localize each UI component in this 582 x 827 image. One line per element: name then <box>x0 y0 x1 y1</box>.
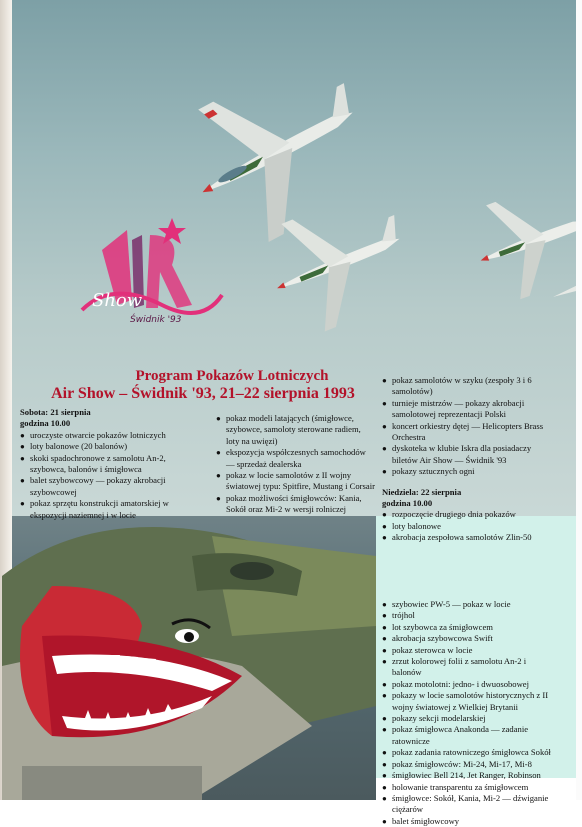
saturday-column <box>20 407 178 521</box>
list-item: ● loty balonowe <box>382 521 550 532</box>
list-item: ● balet szybowcowy — pokazy akrobacji szybowcowej <box>20 475 178 498</box>
list-item: ● pokaz motolotni: jedno- i dwuosobowej <box>382 679 554 690</box>
list-item: ● holowanie transparentu za śmigłowcem <box>382 782 554 793</box>
list-item: ● turnieje mistrzów — pokazy akrobacji samolotowej reprezentacji Polski <box>382 398 550 421</box>
list-item: ● pokaz śmigłowców: Mi-24, Mi-17, Mi-8 <box>382 759 554 770</box>
list-item: ● trójhol <box>382 610 554 621</box>
list-item: ● pokaz możliwości śmigłowców: Kania, Sokół oraz Mi-2 w wersji rolniczej <box>216 493 376 516</box>
list-item: ● pokaz sprzętu konstrukcji amatorskiej w ekspozycji naziemnej i w locie <box>20 498 178 521</box>
saturday-column-2 <box>216 413 376 516</box>
list-item: ● śmigłowiec Bell 214, Jet Ranger, Robinson <box>382 770 554 781</box>
saturday-time: godzina 10.00 <box>20 418 71 429</box>
list-item: ● pokaz śmigłowca Anakonda — zadanie ratownicze <box>382 724 554 747</box>
list-item: ● balet śmigłowcowy <box>382 816 554 827</box>
logo-show-text: Show <box>92 290 143 311</box>
list-item: ● akrobacja szybowcowa Swift <box>382 633 554 644</box>
list-item: ● pokazy sztucznych ogni <box>382 466 550 477</box>
list-item: ● koncert orkiestry dętej — Helicopters Brass Orchestra <box>382 421 550 444</box>
event-title: Air Show – Świdnik '93, 21–22 sierpnia 1993 <box>51 385 355 402</box>
list-item: ● pokaz w locie samolotów z II wojny światowej typu: Spitfire, Mustang i Corsair <box>216 470 376 493</box>
jet-3 <box>464 174 582 308</box>
list-item: ● pokaz samolotów w szyku (zespoły 3 i 6 samolotów) <box>382 375 550 398</box>
list-item: ● pokaz zadania ratowniczego śmigłowca Sokół <box>382 747 554 758</box>
air-show-logo <box>72 210 232 360</box>
list-item: ● pokazy sekcji modelarskiej <box>382 713 554 724</box>
list-item: ● pokaz sterowca w locie <box>382 645 554 656</box>
list-item: ● lot szybowca za śmigłowcem <box>382 622 554 633</box>
list-item: ● dyskoteka w klubie Iskra dla posiadaczy biletów Air Show — Świdnik '93 <box>382 443 550 466</box>
sunday-day: Niedziela: 22 sierpnia <box>382 486 462 497</box>
list-item: ● uroczyste otwarcie pokazów lotniczych <box>20 430 178 441</box>
page-edge <box>576 0 582 800</box>
warbird-photo <box>12 516 376 800</box>
list-item: ● pokaz modeli latających (śmigłowce, szybowce, samoloty sterowane radiem, loty na uwięzi) <box>216 413 376 447</box>
program-title: Program Pokazów Lotniczych <box>135 368 329 384</box>
sunday-time: godzina 10.00 <box>382 498 433 509</box>
list-item: ● śmigłowce: Sokół, Kania, Mi-2 — dźwiganie ciężarów <box>382 793 554 816</box>
list-item: ● zrzut kolorowej folii z samolotu An-2 i balonów <box>382 656 554 679</box>
saturday-day: Sobota: 21 sierpnia <box>20 407 91 417</box>
list-item: ● ekspozycja współczesnych samochodów — sprzedaż dealerska <box>216 447 376 470</box>
list-item: ● pokazy w locie samolotów historycznych z II wojny światowej z Wielkiej Brytanii <box>382 690 554 713</box>
list-item: ● akrobacja zespołowa samolotów Zlin-50 <box>382 532 550 543</box>
saturday-column-3 <box>382 375 550 544</box>
list-item: ● loty balonowe (20 balonów) <box>20 441 178 452</box>
list-item: ● rozpoczęcie drugiego dnia pokazów <box>382 509 550 520</box>
list-item: ● szybowiec PW-5 — pokaz w locie <box>382 599 554 610</box>
sunday-column <box>382 599 554 827</box>
logo-place-text: Świdnik '93 <box>130 315 182 325</box>
list-item: ● skoki spadochronowe z samolotu An-2, szybowca, balonów i śmigłowca <box>20 453 178 476</box>
